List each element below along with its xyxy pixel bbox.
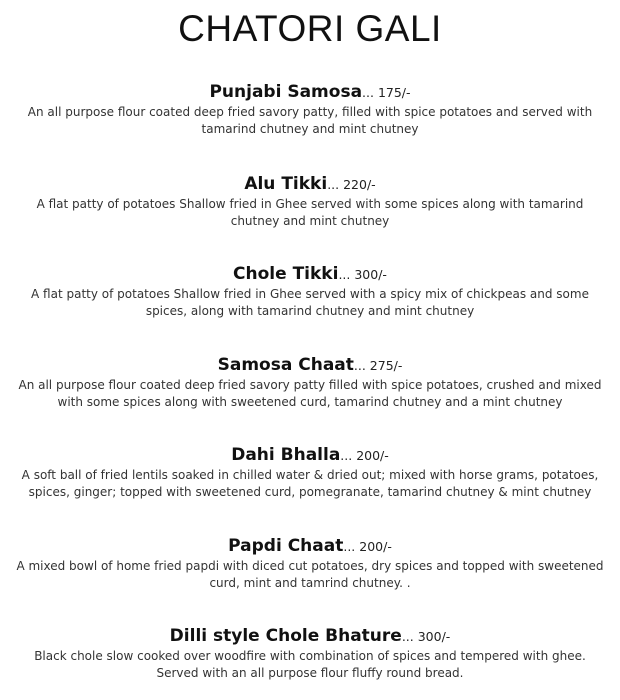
item-price: ... 220/- [327,177,376,192]
item-name: Dilli style Chole Bhature [169,626,402,646]
item-description [0,286,620,320]
item-price: ... 200/- [343,539,392,554]
menu-item-heading [0,624,620,648]
item-description-line: Served with an all purpose flour fluffy round bread. [156,666,464,680]
item-description-line: A flat patty of potatoes Shallow fried in Ghee served with a spicy mix of chickpeas and some [31,287,589,301]
item-price: ... 175/- [362,85,411,100]
item-description-line: chutney and mint chutney [230,214,390,228]
item-description-line: tamarind chutney and mint chutney [201,122,419,136]
item-description-line: A mixed bowl of home fried papdi with diced cut potatoes, dry spices and topped with sweetened [16,559,604,573]
item-description-line: with some spices along with sweetened curd, tamarind chutney and a mint chutney [57,395,563,409]
menu-item-punjabi-samosa [0,80,620,138]
menu-item-alu-tikki [0,172,620,230]
item-description-line: spices, ginger; topped with sweetened curd, pomegranate, tamarind chutney & mint chutney [28,485,592,499]
menu-item-heading [0,172,620,196]
item-description-line: curd, mint and tamrind chutney. . [209,576,411,590]
item-price: ... 275/- [353,358,403,373]
menu-item-heading [0,80,620,104]
item-name: Chole Tikki [233,264,339,284]
item-name: Dahi Bhalla [231,445,341,465]
menu-item-dahi-bhalla [0,443,620,501]
menu-title: CHATORI GALI [178,8,442,49]
item-description-line: An all purpose flour coated deep fried savory patty, filled with spice potatoes and served with [27,105,593,119]
menu-item-papdi-chaat [0,534,620,592]
item-price: ... 300/- [338,267,387,282]
item-description-line: A flat patty of potatoes Shallow fried in Ghee served with some spices along with tamarind [36,197,584,211]
item-name: Papdi Chaat [228,536,344,556]
item-name: Alu Tikki [244,174,328,194]
menu-item-chole-tikki [0,262,620,320]
menu-item-dilli-style-chole-bhature [0,624,620,682]
item-name: Punjabi Samosa [209,82,363,102]
menu-item-heading [0,534,620,558]
item-price: ... 200/- [340,448,389,463]
item-description-line: A soft ball of fried lentils soaked in chilled water & dried out; mixed with horse grams, potatoes, [21,468,599,482]
item-description-line: spices, along with tamarind chutney and mint chutney [145,304,475,318]
menu-item-samosa-chaat [0,353,620,411]
menu-item-heading [0,262,620,286]
item-description [0,558,620,592]
menu-item-heading [0,443,620,467]
item-name: Samosa Chaat [217,355,354,375]
menu-item-heading [0,353,620,377]
item-description-line: Black chole slow cooked over woodfire with combination of spices and tempered with ghee. [34,649,586,663]
item-description [0,377,620,411]
item-price: ... 300/- [401,629,451,644]
item-description [0,648,620,682]
item-description [0,104,620,138]
item-description-line: An all purpose flour coated deep fried savory patty filled with spice potatoes, crushed and mixed [18,378,602,392]
item-description [0,196,620,230]
item-description [0,467,620,501]
